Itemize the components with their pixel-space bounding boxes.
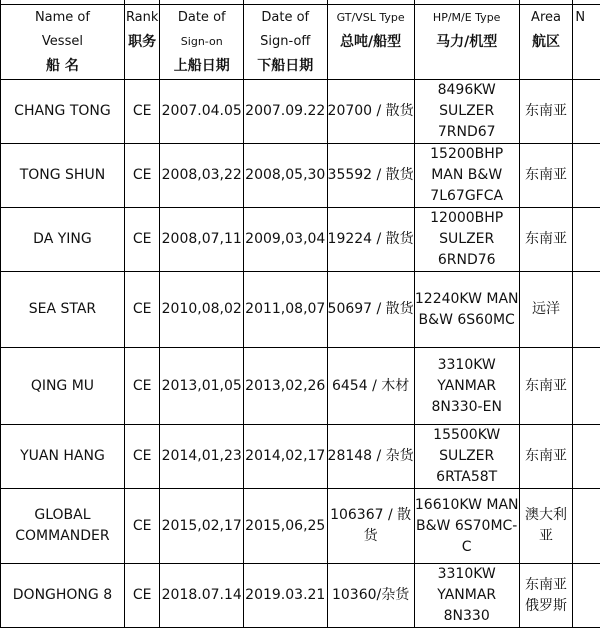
gt-type-cell: 28148 / 杂货 (327, 425, 414, 489)
header-cut-off: N (573, 5, 600, 80)
sign-off-cell: 2011,08,07 (244, 272, 328, 348)
rank-cell: CE (124, 80, 160, 144)
engine-cell: 15500KW SULZER 6RTA58T (414, 425, 519, 489)
sign-on-cell: 2013,01,05 (160, 348, 244, 425)
gt-type-cell: 19224 / 散货 (327, 208, 414, 272)
sign-on-cell: 2008,03,22 (160, 144, 244, 208)
vessel-name-cell: GLOBAL COMMANDER (1, 489, 125, 564)
sign-off-cell: 2015,06,25 (244, 489, 328, 564)
sign-on-cell: 2015,02,17 (160, 489, 244, 564)
area-cell: 东南亚 (519, 425, 573, 489)
vessel-name-cell: TONG SHUN (1, 144, 125, 208)
area-cell: 澳大利亚 (519, 489, 573, 564)
header-row (1, 5, 600, 80)
area-cell: 东南亚 (519, 80, 573, 144)
gt-type-cell: 106367 / 散货 (327, 489, 414, 564)
header-gt-type: GT/VSL Type 总吨/船型 (327, 5, 414, 80)
rank-cell: CE (124, 144, 160, 208)
sign-off-cell: 2008,05,30 (244, 144, 328, 208)
sign-on-cell: 2018.07.14 (160, 564, 244, 628)
sign-on-cell: 2008,07,11 (160, 208, 244, 272)
engine-cell: 15200BHP MAN B&W 7L67GFCA (414, 144, 519, 208)
vessel-name-cell: YUAN HANG (1, 425, 125, 489)
table-row (1, 80, 600, 144)
rank-cell: CE (124, 272, 160, 348)
header-vessel: Name of Vessel 船 名 (1, 5, 125, 80)
sign-on-cell: 2014,01,23 (160, 425, 244, 489)
sign-off-cell: 2009,03,04 (244, 208, 328, 272)
sign-off-cell: 2019.03.21 (244, 564, 328, 628)
engine-cell: 3310KW YANMAR 8N330 (414, 564, 519, 628)
sign-on-cell: 2010,08,02 (160, 272, 244, 348)
table-row (1, 564, 600, 628)
engine-cell: 12240KW MAN B&W 6S60MC (414, 272, 519, 348)
table-row (1, 208, 600, 272)
rank-cell: CE (124, 208, 160, 272)
vessel-name-cell: DA YING (1, 208, 125, 272)
gt-type-cell: 50697 / 散货 (327, 272, 414, 348)
gt-type-cell: 35592 / 散货 (327, 144, 414, 208)
table-row (1, 489, 600, 564)
sign-on-cell: 2007.04.05 (160, 80, 244, 144)
engine-cell: 8496KW SULZER 7RND67 (414, 80, 519, 144)
gt-type-cell: 6454 / 木材 (327, 348, 414, 425)
engine-cell: 16610KW MAN B&W 6S70MC-C (414, 489, 519, 564)
sign-off-cell: 2013,02,26 (244, 348, 328, 425)
engine-cell: 12000BHP SULZER 6RND76 (414, 208, 519, 272)
area-cell: 东南亚 (519, 208, 573, 272)
rank-cell: CE (124, 564, 160, 628)
area-cell: 东南亚 俄罗斯 (519, 564, 573, 628)
gt-type-cell: 20700 / 散货 (327, 80, 414, 144)
area-cell: 远洋 (519, 272, 573, 348)
header-area: Area 航区 (519, 5, 573, 80)
rank-cell: CE (124, 348, 160, 425)
table-row (1, 272, 600, 348)
vessel-name-cell: QING MU (1, 348, 125, 425)
table-row (1, 348, 600, 425)
gt-type-cell: 10360/杂货 (327, 564, 414, 628)
rank-cell: CE (124, 425, 160, 489)
area-cell: 东南亚 (519, 144, 573, 208)
table-row (1, 144, 600, 208)
sign-off-cell: 2007.09.22 (244, 80, 328, 144)
vessel-name-cell: DONGHONG 8 (1, 564, 125, 628)
vessel-name-cell: SEA STAR (1, 272, 125, 348)
sign-off-cell: 2014,02,17 (244, 425, 328, 489)
engine-cell: 3310KW YANMAR 8N330-EN (414, 348, 519, 425)
vessel-name-cell: CHANG TONG (1, 80, 125, 144)
table-row (1, 425, 600, 489)
header-sign-off: Date of Sign-off 下船日期 (244, 5, 328, 80)
rank-cell: CE (124, 489, 160, 564)
header-sign-on: Date of Sign-on 上船日期 (160, 5, 244, 80)
area-cell: 东南亚 (519, 348, 573, 425)
header-rank: Rank 职务 (124, 5, 160, 80)
header-engine: HP/M/E Type 马力/机型 (414, 5, 519, 80)
